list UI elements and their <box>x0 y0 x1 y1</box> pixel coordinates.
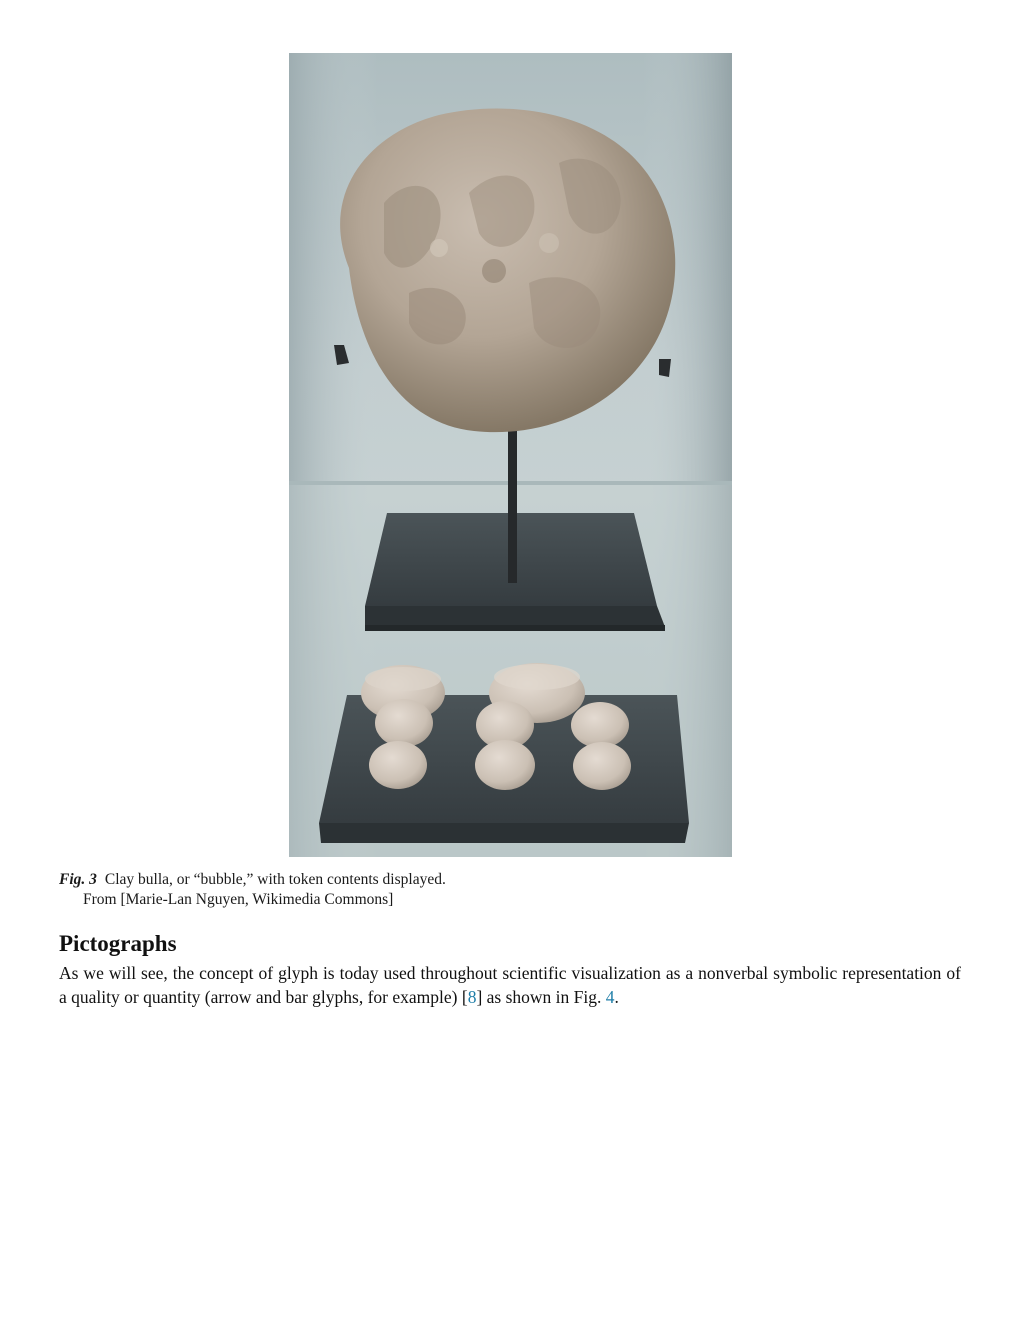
figure-photo-clay-bulla <box>289 53 732 857</box>
paragraph-text-part1: As we will see, the concept of glyph is today used throughout scientific visualization as a nonverbal symbolic representation of a quality or quantity (arrow and bar glyphs, for example) [ <box>59 963 961 1007</box>
figure-caption <box>59 870 959 910</box>
citation-link[interactable]: 8 <box>467 986 477 1007</box>
paragraph-text-part2: ] as shown in Fig. <box>476 986 606 1007</box>
figure-caption-text: Clay bulla, or “bubble,” with token contents displayed. <box>104 871 446 888</box>
figure-label: Fig. 3 <box>59 871 97 888</box>
clay-bulla-photo <box>289 53 732 857</box>
paragraph-text-part3: . <box>614 986 619 1007</box>
figure-source: From [Marie-Lan Nguyen, Wikimedia Commons] <box>83 891 394 908</box>
section-heading: Pictographs <box>59 931 177 956</box>
figure-reference-link[interactable]: 4 <box>605 986 615 1007</box>
body-paragraph <box>59 962 961 1009</box>
